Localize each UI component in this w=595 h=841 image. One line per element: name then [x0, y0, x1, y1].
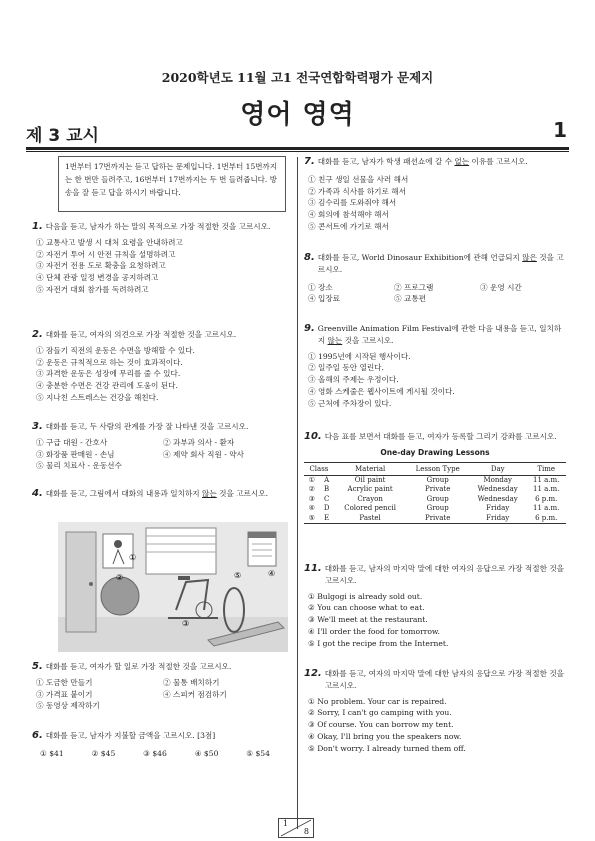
label-3: ③ [182, 619, 190, 628]
option: ⑤ 근처에 주차장이 있다. [308, 398, 392, 408]
option: ④ 회의에 참석해야 해서 [308, 210, 389, 220]
header-rule [26, 147, 569, 150]
option: ③ $46 [143, 748, 167, 758]
question-text: 대화를 듣고, 남자의 마지막 말에 대한 여자의 응답으로 가장 적절한 것을 고르시오. [324, 564, 564, 585]
table-cell: C [323, 494, 330, 503]
question-text-end: 것을 고르시오. [344, 335, 394, 345]
question-number: 12. [304, 668, 322, 679]
question-number: 3. [32, 421, 43, 432]
option: ⑤ 자전거 대회 참가를 독려하려고 [36, 284, 149, 294]
table-cell: Monday [483, 475, 512, 484]
footer-total: 8 [303, 827, 309, 836]
table-cell: D [323, 504, 330, 513]
option: ② 프로그램 [394, 282, 434, 292]
option: ② 가족과 식사를 하기로 해서 [308, 186, 406, 196]
option: ① $41 [40, 748, 64, 758]
question-11 [304, 563, 566, 649]
subject-title: 영어 영역 [240, 100, 355, 130]
option: ④ I'll order the food for tomorrow. [308, 626, 440, 636]
table-cell: Pastel [334, 514, 407, 524]
table-cell: Friday [469, 514, 526, 524]
question-12 [304, 668, 566, 754]
question-number: 10. [304, 431, 322, 442]
question-number: 4. [32, 488, 43, 499]
door-icon [66, 532, 96, 632]
option: ③ 운영 시간 [480, 282, 522, 292]
option: ② 일주일 동안 열린다. [308, 363, 384, 373]
option: ④ 입장료 [308, 294, 341, 304]
calendar-icon [248, 532, 276, 566]
option: ① Bulgogi is already sold out. [308, 591, 423, 601]
option: ④ 충분한 수면은 건강 관리에 도움이 된다. [36, 381, 178, 391]
option: ② 운동은 규칙적으로 하는 것이 효과적이다. [36, 357, 183, 367]
column-header: Lesson Type [406, 462, 469, 475]
table-row [304, 495, 566, 504]
option: ① 잠들기 직전의 운동은 수면을 방해할 수 있다. [36, 345, 195, 355]
option: ⑤ I got the recipe from the Internet. [308, 638, 449, 648]
option: ① 도금한 만들기 [36, 677, 93, 687]
option: ④ $50 [194, 748, 219, 758]
table-cell: Private [424, 485, 451, 494]
table-cell: Group [426, 494, 449, 503]
option: ④ Okay, I'll bring you the speakers now. [308, 731, 462, 741]
header-rule-thin [26, 151, 569, 152]
table-cell: 6 p.m. [535, 494, 558, 503]
question-text-end: 이유를 고르시오. [471, 157, 528, 166]
option: ② Sorry, I can't go camping with you. [308, 708, 452, 718]
question-4 [32, 488, 290, 500]
underlined-word: 않는 [327, 335, 343, 345]
page-footer [278, 818, 314, 838]
table-cell: Colored pencil [344, 504, 396, 513]
option: ③ 올해의 주제는 우정이다. [308, 375, 399, 385]
footer-page: 1 [283, 819, 289, 828]
option: ③ 과격한 운동은 성장에 무리를 줄 수 있다. [36, 369, 181, 379]
underlined-word: 없는 [454, 157, 470, 166]
question-number: 2. [32, 329, 43, 340]
question-10 [304, 431, 566, 524]
column-header: Time [526, 462, 566, 475]
option: ③ 가격표 붙이기 [36, 689, 93, 699]
exam-title: 2020학년도 11월 고1 전국연합학력평가 문제지 [161, 70, 434, 85]
column-header: Day [469, 462, 526, 475]
table-cell: Private [406, 514, 469, 524]
question-number: 5. [32, 661, 43, 672]
table-cell: Acrylic paint [347, 485, 393, 494]
table-row [304, 514, 566, 524]
column-header: Material [334, 462, 407, 475]
question-3 [32, 421, 290, 472]
question-text: Greenville Animation Film Festival에 관한 다음 내용을 듣고, 일치하지 [317, 324, 562, 345]
label-1: ① [129, 553, 137, 562]
question-number: 1. [32, 221, 43, 232]
option: ⑤ 동영상 제작하기 [36, 701, 100, 711]
question-text-end: 것을 고르시오. [317, 253, 564, 274]
question-1 [32, 221, 290, 296]
table-cell: 6 p.m. [526, 514, 566, 524]
question-8 [304, 252, 566, 305]
option: ② $45 [91, 748, 116, 758]
option: ① No problem. Your car is repaired. [308, 696, 447, 706]
table-cell: ③ [308, 494, 315, 503]
table-cell: A [324, 475, 330, 484]
table-cell: ② [308, 485, 315, 494]
question-6 [32, 730, 290, 759]
table-cell: ④ [308, 504, 315, 513]
question-2 [32, 329, 290, 404]
label-4: ④ [268, 569, 276, 578]
option: ④ 제약 회사 직원 - 약사 [163, 449, 244, 459]
question-text: 대화를 듣고, 남자가 지불할 금액을 고르시오. [3점] [45, 731, 216, 740]
table-cell: 11 a.m. [532, 504, 560, 513]
underlined-word: 않은 [522, 253, 537, 262]
table-cell: B [324, 485, 330, 494]
option: ② You can choose what to eat. [308, 603, 425, 613]
question-number: 9. [304, 323, 315, 334]
option: ③ We'll meet at the restaurant. [308, 615, 428, 625]
option: ② 과부과 의사 - 환자 [163, 437, 235, 447]
room-illustration [58, 522, 288, 652]
option: ① 구급 대원 - 간호사 [36, 437, 108, 447]
option: ③ 자전거 전용 도로 확충을 요청하려고 [36, 261, 166, 271]
option: ⑤ 지나친 스트레스는 건강을 해친다. [36, 392, 159, 402]
question-text-end: 것을 고르시오. [219, 489, 268, 498]
question-text: 대화를 듣고, 여자의 의견으로 가장 적절한 것을 고르시오. [45, 330, 237, 339]
option: ⑤ $54 [246, 748, 270, 758]
option: ⑤ 물리 치료사 - 운동선수 [36, 461, 122, 471]
table-row [304, 475, 566, 485]
page-number: 1 [553, 118, 567, 142]
question-text: 대화를 듣고, 남자가 학생 패션쇼에 갈 수 [317, 157, 453, 166]
window-blind-icon [146, 528, 216, 574]
lessons-table [304, 462, 566, 524]
question-text: 대화를 듣고, 여자의 마지막 말에 대한 남자의 응답으로 가장 적절한 것을 고르시오. [324, 669, 564, 690]
option: ③ 김수리를 도와줘야 해서 [308, 198, 397, 208]
underlined-word: 않는 [202, 489, 217, 498]
option: ① 교통사고 발생 시 대처 요령을 안내하려고 [36, 237, 183, 247]
question-number: 11. [304, 563, 322, 574]
exercise-ball-icon [101, 577, 139, 615]
question-text: 다음을 듣고, 남자가 하는 말의 목적으로 가장 적절한 것을 고르시오. [45, 222, 271, 231]
option: ① 1995년에 시작된 행사이다. [308, 351, 411, 361]
option: ① 장소 [308, 282, 333, 292]
option: ④ 단체 관광 일정 변경을 공지하려고 [36, 273, 159, 283]
option: ③ Of course. You can borrow my tent. [308, 720, 454, 730]
table-cell: Oil paint [354, 475, 386, 484]
option: ① 친구 생일 선물을 사러 해서 [308, 174, 409, 184]
table-cell: Wednesday [477, 485, 518, 494]
label-2: ② [116, 573, 124, 582]
listening-notice: 1번부터 17번까지는 듣고 답하는 문제입니다. 1번부터 15번까지는 한 번만 들려주고, 16번부터 17번까지는 두 번 들려줍니다. 방송을 잘 듣고 답을 하시기 바랍니다. [58, 156, 286, 212]
table-cell: ⑤ [304, 514, 319, 524]
table-cell: 11 a.m. [532, 485, 560, 494]
period-label: 제 3 교시 [26, 126, 99, 146]
question-5 [32, 661, 290, 712]
option: ⑤ 콘서트에 가기로 해서 [308, 221, 389, 231]
option: ② 물통 배치하기 [163, 677, 220, 687]
table-cell: Group [426, 475, 449, 484]
label-5: ⑤ [234, 571, 242, 580]
table-cell: ① [308, 475, 315, 484]
option: ⑤ Don't worry. I already turned them off. [308, 743, 466, 753]
column-divider [297, 157, 298, 829]
question-number: 7. [304, 156, 315, 167]
table-cell: E [319, 514, 333, 524]
question-text: 대화를 듣고, World Dinosaur Exhibition에 관해 언급되지 [317, 253, 520, 262]
question-text: 대화를 듣고, 여자가 할 일로 가장 적절한 것을 고르시오. [45, 662, 232, 671]
table-row [304, 504, 566, 513]
table-title: One-day Drawing Lessons [380, 447, 490, 457]
table-cell: Group [426, 504, 449, 513]
column-header: Class [304, 462, 334, 475]
question-number: 8. [304, 252, 315, 263]
option: ⑤ 교통편 [394, 294, 427, 304]
question-7 [304, 156, 566, 233]
question-number: 6. [32, 730, 43, 741]
question-text: 다음 표를 보면서 대화를 듣고, 여자가 등록할 그리기 강좌를 고르시오. [324, 432, 557, 441]
table-cell: Crayon [357, 494, 383, 503]
question-text: 대화를 듣고, 그림에서 대화의 내용과 일치하지 [45, 489, 200, 498]
table-row [304, 485, 566, 494]
table-cell: 11 a.m. [532, 475, 560, 484]
option: ④ 스피커 점검하기 [163, 689, 227, 699]
option: ③ 화장품 판매원 - 손님 [36, 449, 115, 459]
table-cell: Wednesday [477, 494, 518, 503]
poster-icon [103, 534, 133, 568]
table-cell: Friday [486, 504, 510, 513]
question-text: 대화를 듣고, 두 사람의 관계를 가장 잘 나타낸 것을 고르시오. [45, 422, 249, 431]
question-9 [304, 323, 566, 409]
option: ④ 영화 스케줄은 웹사이트에 게시될 것이다. [308, 386, 455, 396]
option: ② 자전거 투어 시 안전 규칙을 설명하려고 [36, 249, 176, 259]
